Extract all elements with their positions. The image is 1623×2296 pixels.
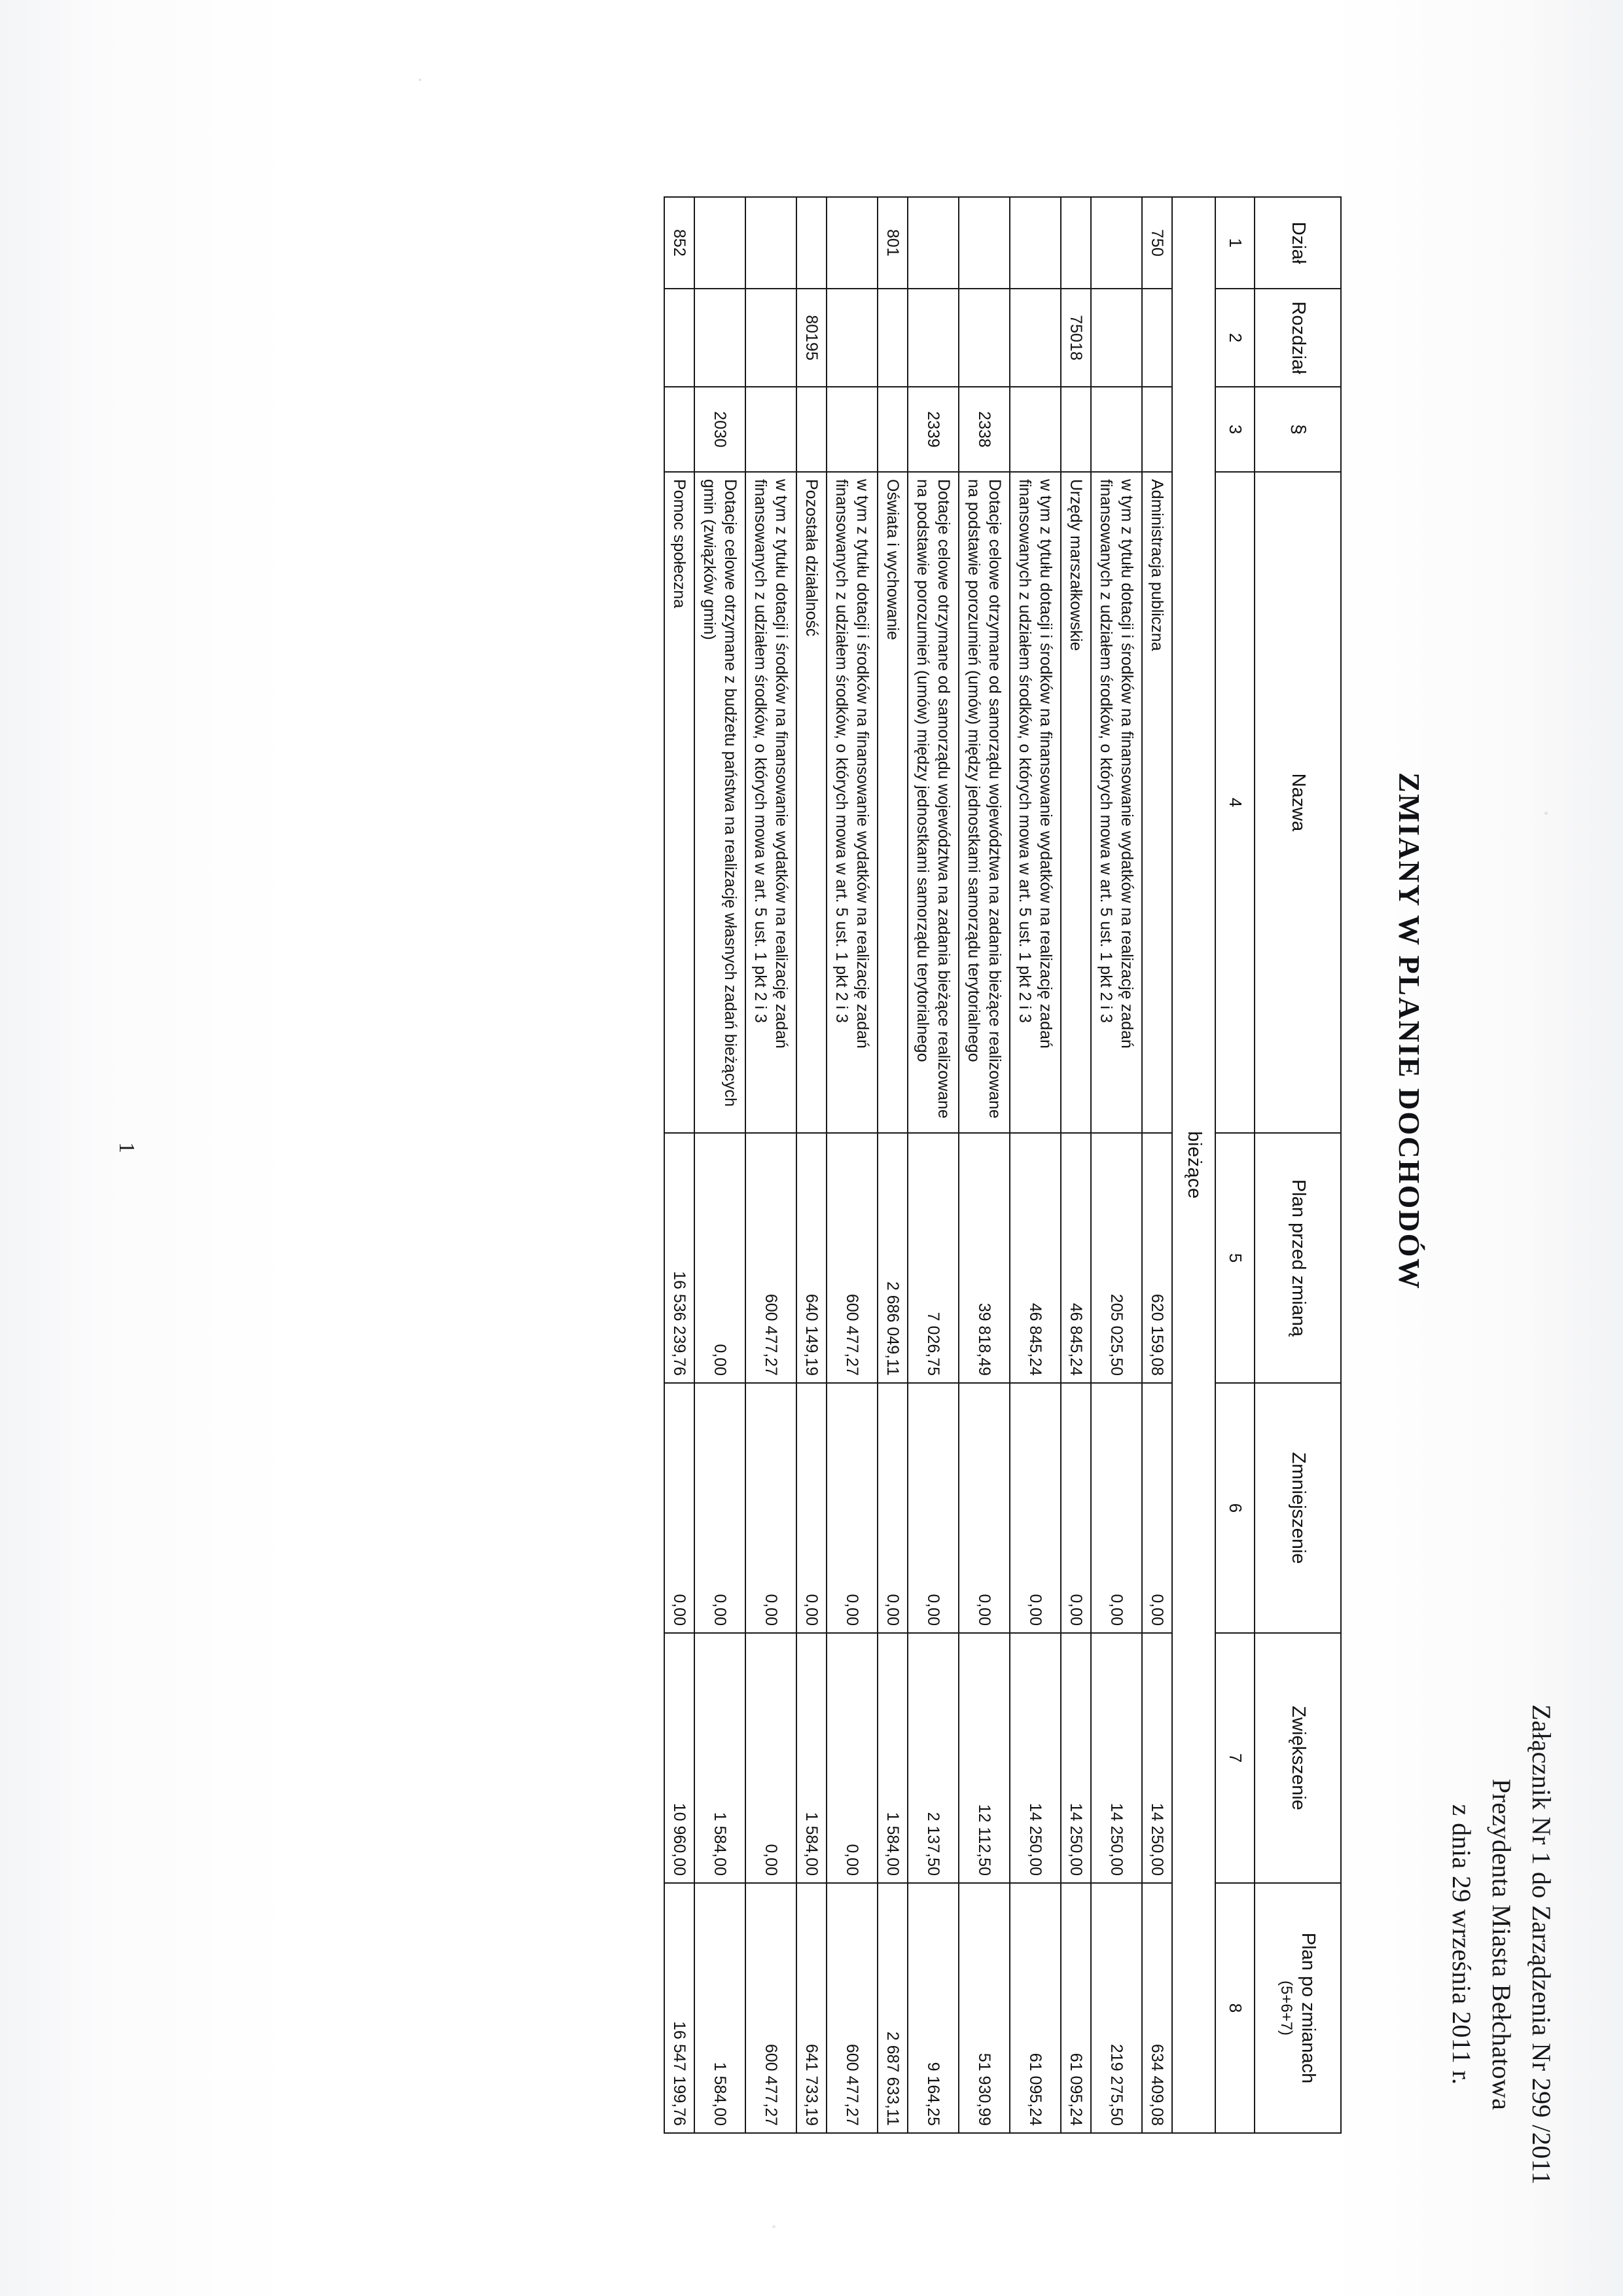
cell-plan-po: 634 409,08 (1142, 1883, 1172, 2133)
changes-in-revenue-plan-table (664, 196, 1342, 2134)
cell-rozdzial (959, 289, 1010, 387)
cell-dzial (1091, 197, 1142, 289)
cell-paragraf (1010, 387, 1061, 472)
table-header-row (1255, 197, 1341, 2133)
table-row (1142, 197, 1172, 2133)
col-num-5: 5 (1215, 1133, 1255, 1383)
col-num-7: 7 (1215, 1633, 1255, 1883)
cell-plan-przed: 640 149,19 (796, 1133, 827, 1383)
cell-zmniejszenie: 0,00 (1091, 1383, 1142, 1633)
cell-paragraf (1091, 387, 1142, 472)
cell-nazwa: Pomoc społeczna (664, 472, 694, 1133)
cell-zwiekszenie: 0,00 (745, 1633, 796, 1883)
cell-dzial (1061, 197, 1091, 289)
cell-zwiekszenie: 1 584,00 (694, 1633, 745, 1883)
header-attachment-text: Załącznik Nr 1 do Zarządzenia Nr (1527, 1704, 1556, 2072)
cell-plan-przed: 46 845,24 (1010, 1133, 1061, 1383)
cell-paragraf (745, 387, 796, 472)
table-row (745, 197, 796, 2133)
cell-plan-po: 61 095,24 (1061, 1883, 1091, 2133)
page-number: 1 (115, 1142, 139, 1153)
cell-paragraf (827, 387, 878, 472)
col-num-8: 8 (1215, 1883, 1255, 2133)
table-row (796, 197, 827, 2133)
cell-zwiekszenie: 1 584,00 (878, 1633, 908, 1883)
cell-dzial: 852 (664, 197, 694, 289)
col-header-paragraf: § (1255, 387, 1341, 472)
cell-dzial (745, 197, 796, 289)
cell-zmniejszenie: 0,00 (878, 1383, 908, 1633)
cell-plan-po: 219 275,50 (1091, 1883, 1142, 2133)
cell-zwiekszenie: 12 112,50 (959, 1633, 1010, 1883)
cell-rozdzial (908, 289, 959, 387)
cell-nazwa: w tym z tytułu dotacji i środków na finansowanie wydatków na realizację zadań finansowanych z udziałem środków, o których mowa w art. 5 ust. 1 pkt 2 i 3 (745, 472, 796, 1133)
cell-nazwa: w tym z tytułu dotacji i środków na finansowanie wydatków na realizację zadań finansowanych z udziałem środków, o których mowa w art. 5 ust. 1 pkt 2 i 3 (1091, 472, 1142, 1133)
cell-plan-przed: 205 025,50 (1091, 1133, 1142, 1383)
cell-zwiekszenie: 14 250,00 (1142, 1633, 1172, 1883)
table-row (827, 197, 878, 2133)
cell-dzial: 801 (878, 197, 908, 289)
cell-paragraf (1061, 387, 1091, 472)
cell-dzial (959, 197, 1010, 289)
cell-dzial (827, 197, 878, 289)
cell-zmniejszenie: 0,00 (908, 1383, 959, 1633)
cell-plan-po: 16 547 199,76 (664, 1883, 694, 2133)
cell-nazwa: Pozostała działalność (796, 472, 827, 1133)
cell-zwiekszenie: 1 584,00 (796, 1633, 827, 1883)
cell-nazwa: Dotacje celowe otrzymane od samorządu województwa na zadania bieżące realizowane na podstawie porozumień (umów) między jednostkami samorządu terytorialnego (959, 472, 1010, 1133)
cell-zmniejszenie: 0,00 (745, 1383, 796, 1633)
cell-rozdzial (827, 289, 878, 387)
cell-nazwa: Urzędy marszałkowskie (1061, 472, 1091, 1133)
col-header-nazwa: Nazwa (1255, 472, 1341, 1133)
section-band-row (1172, 197, 1215, 2133)
cell-plan-po: 600 477,27 (745, 1883, 796, 2133)
cell-plan-po: 641 733,19 (796, 1883, 827, 2133)
header-line-attachment (1521, 1704, 1561, 2185)
cell-plan-przed: 2 686 049,11 (878, 1133, 908, 1383)
cell-plan-po: 1 584,00 (694, 1883, 745, 2133)
cell-zwiekszenie: 14 250,00 (1010, 1633, 1061, 1883)
cell-zwiekszenie: 0,00 (827, 1633, 878, 1883)
cell-zmniejszenie: 0,00 (796, 1383, 827, 1633)
cell-dzial (796, 197, 827, 289)
cell-plan-przed: 7 026,75 (908, 1133, 959, 1383)
cell-zwiekszenie: 10 960,00 (664, 1633, 694, 1883)
cell-plan-przed: 620 159,08 (1142, 1133, 1172, 1383)
cell-paragraf (796, 387, 827, 472)
table-row (959, 197, 1010, 2133)
header-line-date: z dnia 29 września 2011 r. (1447, 1804, 1477, 2085)
cell-plan-po: 51 930,99 (959, 1883, 1010, 2133)
cell-plan-przed: 39 818,49 (959, 1133, 1010, 1383)
cell-zmniejszenie: 0,00 (827, 1383, 878, 1633)
scan-speck (772, 2225, 776, 2228)
cell-nazwa: Dotacje celowe otrzymane z budżetu państwa na realizację własnych zadań bieżących gmin (związków gmin) (694, 472, 745, 1133)
cell-paragraf: 2339 (908, 387, 959, 472)
cell-zmniejszenie: 0,00 (1061, 1383, 1091, 1633)
section-band-biezace: bieżące (1172, 197, 1215, 2133)
cell-zwiekszenie: 2 137,50 (908, 1633, 959, 1883)
cell-rozdzial (1142, 289, 1172, 387)
cell-paragraf (878, 387, 908, 472)
page-title: ZMIANY W PLANIE DOCHODÓW (1393, 772, 1426, 1291)
cell-rozdzial: 80195 (796, 289, 827, 387)
header-year: /2011 (1527, 2125, 1556, 2185)
table-row (908, 197, 959, 2133)
cell-zwiekszenie: 14 250,00 (1061, 1633, 1091, 1883)
scan-speck (1544, 812, 1548, 815)
cell-nazwa: Administracja publiczna (1142, 472, 1172, 1133)
cell-dzial (1010, 197, 1061, 289)
col-header-dzial: Dział (1255, 197, 1341, 289)
cell-zmniejszenie: 0,00 (664, 1383, 694, 1633)
cell-zmniejszenie: 0,00 (1142, 1383, 1172, 1633)
cell-plan-przed: 600 477,27 (827, 1133, 878, 1383)
cell-rozdzial (745, 289, 796, 387)
cell-paragraf: 2030 (694, 387, 745, 472)
header-line-authority: Prezydenta Miasta Bełchatowa (1487, 1778, 1517, 2111)
cell-plan-przed: 600 477,27 (745, 1133, 796, 1383)
cell-plan-przed: 46 845,24 (1061, 1133, 1091, 1383)
scan-speck (419, 79, 421, 81)
cell-nazwa: w tym z tytułu dotacji i środków na finansowanie wydatków na realizację zadań finansowanych z udziałem środków, o których mowa w art. 5 ust. 1 pkt 2 i 3 (827, 472, 878, 1133)
cell-plan-po: 9 164,25 (908, 1883, 959, 2133)
cell-paragraf (1142, 387, 1172, 472)
cell-dzial (908, 197, 959, 289)
cell-zmniejszenie: 0,00 (959, 1383, 1010, 1633)
document-header-block (1442, 1704, 1561, 2185)
cell-plan-po: 600 477,27 (827, 1883, 878, 2133)
col-header-rozdzial: Rozdział (1255, 289, 1341, 387)
table-row (1010, 197, 1061, 2133)
col-header-zwiekszenie: Zwiększenie (1255, 1633, 1341, 1883)
cell-paragraf: 2338 (959, 387, 1010, 472)
col-header-plan-przed-zmiana: Plan przed zmianą (1255, 1133, 1341, 1383)
cell-dzial (694, 197, 745, 289)
col-num-4: 4 (1215, 472, 1255, 1133)
cell-zmniejszenie: 0,00 (1010, 1383, 1061, 1633)
table-row (694, 197, 745, 2133)
cell-plan-przed: 16 536 239,76 (664, 1133, 694, 1383)
cell-rozdzial: 75018 (1061, 289, 1091, 387)
col-num-6: 6 (1215, 1383, 1255, 1633)
cell-rozdzial (1010, 289, 1061, 387)
col-header-zmniejszenie: Zmniejszenie (1255, 1383, 1341, 1633)
cell-rozdzial (1091, 289, 1142, 387)
cell-rozdzial (878, 289, 908, 387)
header-number-handwritten: 299 (1527, 2077, 1556, 2118)
col-header-plan-po-zmianach-main: Plan po zmianach (1297, 1932, 1319, 2084)
table-column-number-row (1215, 197, 1255, 2133)
col-header-plan-po-zmianach (1255, 1883, 1341, 2133)
table-row (878, 197, 908, 2133)
cell-nazwa: Oświata i wychowanie (878, 472, 908, 1133)
cell-paragraf (664, 387, 694, 472)
cell-plan-przed: 0,00 (694, 1133, 745, 1383)
cell-rozdzial (664, 289, 694, 387)
cell-plan-po: 2 687 633,11 (878, 1883, 908, 2133)
table-row (1061, 197, 1091, 2133)
cell-dzial: 750 (1142, 197, 1172, 289)
table-row (1091, 197, 1142, 2133)
col-num-3: 3 (1215, 387, 1255, 472)
col-num-1: 1 (1215, 197, 1255, 289)
col-header-plan-po-zmianach-formula: (5+6+7) (1277, 1980, 1295, 2036)
cell-zwiekszenie: 14 250,00 (1091, 1633, 1142, 1883)
table-row (664, 197, 694, 2133)
cell-plan-po: 61 095,24 (1010, 1883, 1061, 2133)
cell-zmniejszenie: 0,00 (694, 1383, 745, 1633)
cell-rozdzial (694, 289, 745, 387)
cell-nazwa: w tym z tytułu dotacji i środków na finansowanie wydatków na realizację zadań finansowanych z udziałem środków, o których mowa w art. 5 ust. 1 pkt 2 i 3 (1010, 472, 1061, 1133)
cell-nazwa: Dotacje celowe otrzymane od samorządu województwa na zadania bieżące realizowane na podstawie porozumień (umów) między jednostkami samorządu terytorialnego (908, 472, 959, 1133)
col-num-2: 2 (1215, 289, 1255, 387)
